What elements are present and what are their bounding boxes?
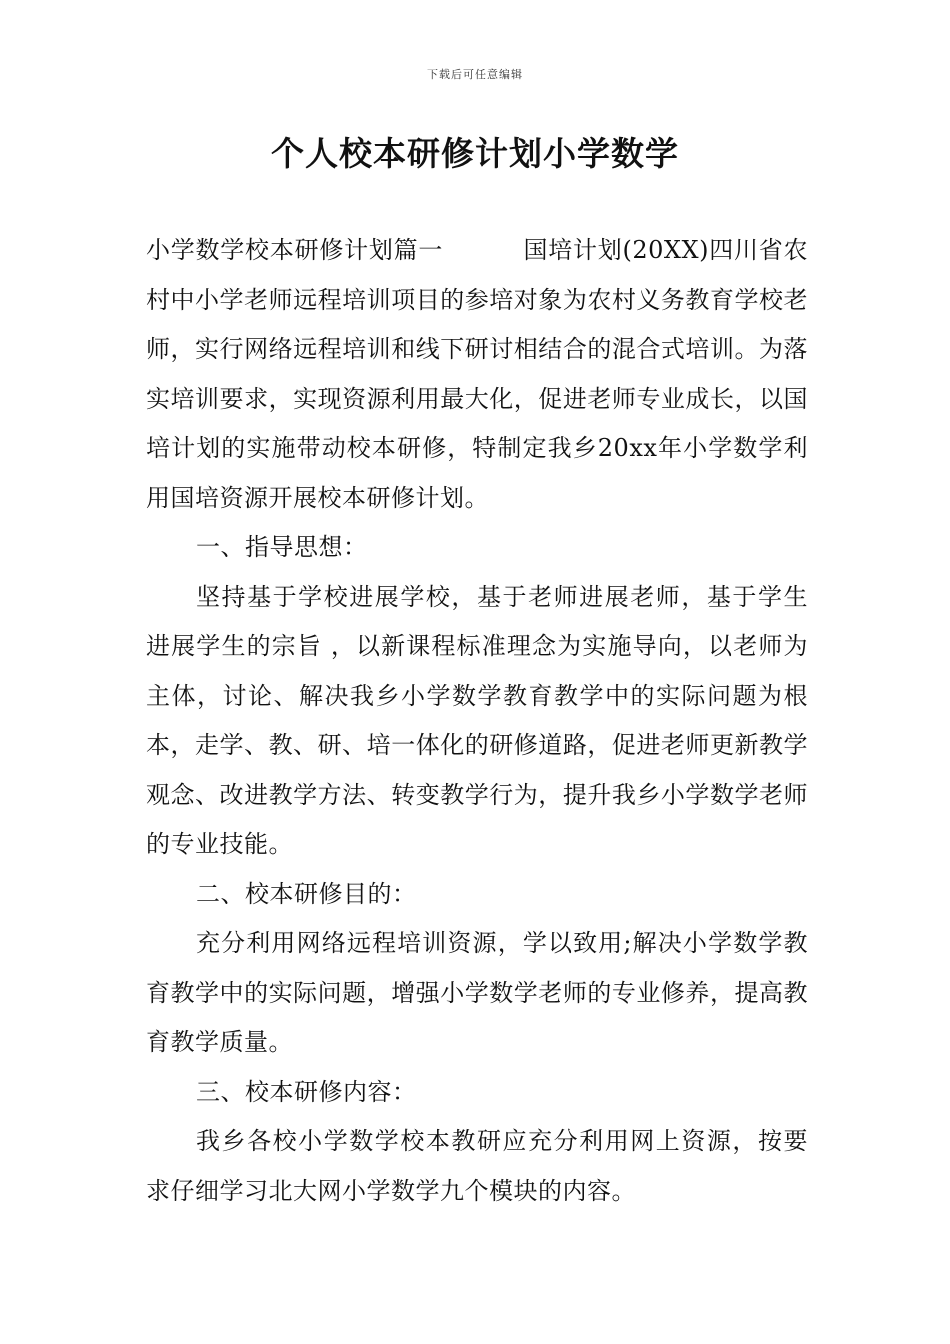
document-title: 个人校本研修计划小学数学 xyxy=(271,134,679,173)
intro-lead: 小学数学校本研修计划篇一 xyxy=(146,236,444,264)
section-body-2: 充分利用网络远程培训资源，学以致用;解决小学数学教育教学中的实际问题，增强小学数学老师的专业修养，提高教育教学质量。 xyxy=(146,929,808,1056)
section-body-1: 坚持基于学校进展学校，基于老师进展老师，基于学生进展学生的宗旨 ，以新课程标准理念为实施导向，以老师为主体，讨论、解决我乡小学数学教育教学中的实际问题为根本，走学、教、研、培一体化的研修道路，促进老师更新教学观念、改进教学方法、转变教学行为，提升我乡小学数学老师的专业技能。 xyxy=(146,582,808,858)
section-body-3: 我乡各校小学数学校本教研应充分利用网上资源，按要求仔细学习北大网小学数学九个模块的内容。 xyxy=(146,1127,808,1205)
intro-paragraph xyxy=(146,226,808,523)
section-heading-1: 一、指导思想： xyxy=(196,533,368,561)
document-body xyxy=(146,226,808,1216)
intro-text: 国培计划(20XX)四川省农村中小学老师远程培训项目的参培对象为农村义务教育学校老师，实行网络远程培训和线下研讨相结合的混合式培训。为落实培训要求，实现资源利用最大化，促进老师专业成长，以国培计划的实施带动校本研修，特制定我乡20xx年小学数学利用国培资源开展校本研修计划。 xyxy=(146,236,809,512)
section-heading-2: 二、校本研修目的： xyxy=(196,879,417,908)
section-heading-3: 三、校本研修内容： xyxy=(196,1077,417,1106)
header-note: 下载后可任意编辑 xyxy=(427,68,523,81)
